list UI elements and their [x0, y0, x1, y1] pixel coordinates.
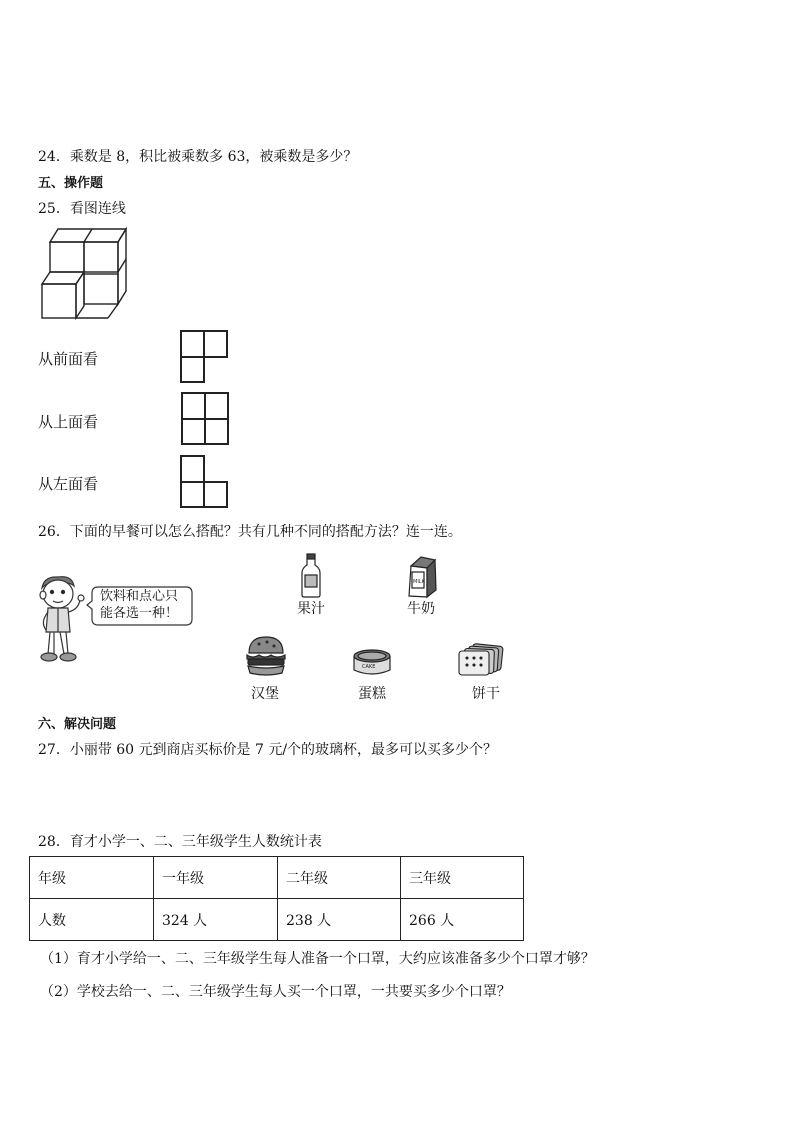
view-label-left: 从左面看 — [38, 475, 99, 493]
table-cell: 266 人 — [401, 899, 524, 941]
table-cell: 324 人 — [154, 899, 278, 941]
table-row — [30, 899, 524, 941]
label-hamburger: 汉堡 — [251, 686, 279, 702]
question-24: 24．乘数是 8，积比被乘数多 63，被乘数是多少？ — [38, 149, 358, 165]
biscuit-icon — [456, 643, 512, 679]
label-milk: 牛奶 — [407, 601, 435, 617]
view-shape-c — [180, 455, 230, 510]
label-juice: 果汁 — [297, 601, 325, 617]
hamburger-icon — [245, 635, 287, 677]
table-cell: 238 人 — [278, 899, 401, 941]
section-heading-5: 五、操作题 — [38, 176, 104, 191]
table-header-row — [30, 857, 524, 899]
label-biscuit: 饼干 — [472, 686, 500, 702]
table-cell: 人数 — [30, 899, 154, 941]
question-28-sub-1: （1）育才小学给一、二、三年级学生每人准备一个口罩，大约应该准备多少个口罩才够？ — [40, 951, 595, 967]
grade-stats-table — [29, 856, 524, 941]
label-cake: 蛋糕 — [358, 686, 386, 702]
question-25-title: 25．看图连线 — [38, 201, 126, 217]
table-header-cell: 年级 — [30, 857, 154, 899]
question-27: 27．小丽带 60 元到商店买标价是 7 元/个的玻璃杯，最多可以买多少个？ — [38, 742, 498, 758]
view-shape-b — [180, 392, 230, 447]
table-header-cell: 二年级 — [278, 857, 401, 899]
boy-illustration — [34, 574, 94, 666]
cake-text: CAKE — [362, 664, 376, 670]
milk-carton-icon — [405, 556, 439, 598]
section-heading-6: 六、解决问题 — [38, 717, 117, 732]
view-label-front: 从前面看 — [38, 350, 99, 368]
juice-bottle-icon — [300, 553, 322, 598]
table-header-cell: 一年级 — [154, 857, 278, 899]
table-header-cell: 三年级 — [401, 857, 524, 899]
milk-carton-text: MILK — [413, 579, 425, 585]
question-26-title: 26．下面的早餐可以怎么搭配？共有几种不同的搭配方法？连一连。 — [38, 524, 462, 540]
view-label-top: 从上面看 — [38, 413, 99, 431]
bubble-line-2: 能各选一种！ — [100, 606, 179, 621]
question-28-sub-2: （2）学校去给一、二、三年级学生每人买一个口罩，一共要买多少个口罩？ — [40, 984, 511, 1000]
bubble-line-1: 饮料和点心只 — [100, 589, 179, 604]
question-28-title: 28．育才小学一、二、三年级学生人数统计表 — [38, 834, 322, 850]
cube-figure — [38, 226, 133, 322]
cake-icon — [352, 648, 392, 678]
view-shape-a — [180, 330, 230, 385]
